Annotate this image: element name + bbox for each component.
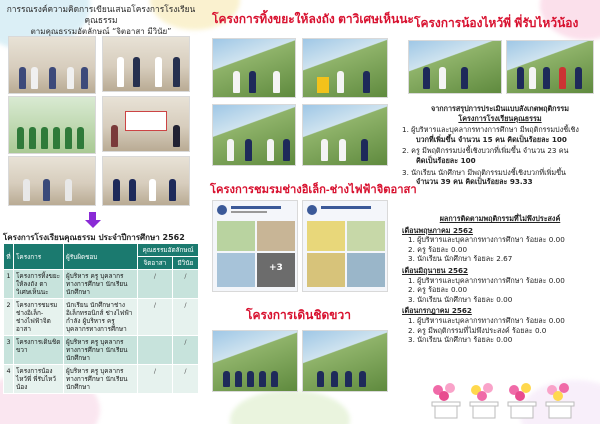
summary-section (402, 104, 598, 187)
photo-students-2 (102, 156, 190, 206)
cell-volunteer (138, 336, 173, 365)
cell-volunteer: / (138, 299, 173, 336)
th-owner: ผู้รับผิดชอบ (64, 244, 138, 270)
cell-discipline: / (172, 299, 198, 336)
photo-walk-1 (212, 330, 298, 392)
th-virtue-volunteer: จิตอาสา (138, 257, 173, 270)
photo-trash-3 (212, 104, 296, 166)
th-no: ที่ (4, 244, 14, 270)
cell-no: 2 (4, 299, 14, 336)
photo-trash-1 (212, 38, 296, 98)
month-item: 2. ครู มีพฤติกรรมที่ไม่พึงประสงค์ ร้อยละ 0.0 (408, 325, 547, 335)
decor-wash (230, 390, 350, 424)
title-electric-club: โครงการชมรมช่างอิเล็ก-ช่างไฟฟ้าจิตอาสา (210, 184, 417, 196)
month-item: 3. นักเรียน นักศึกษา ร้อยละ 2.67 (408, 254, 513, 264)
cell-volunteer: / (138, 270, 173, 299)
month-label: เดือนมิถุนายน 2562 (402, 265, 469, 275)
summary-item-detail: จำนวน 39 คน คิดเป็นร้อยละ 93.33 (416, 177, 533, 187)
heading-line-2: ตามคุณธรรมอัตลักษณ์ “จิตอาสา มีวินัย” (30, 27, 172, 36)
photo-presentation (102, 96, 190, 152)
flower-pot-icon (504, 380, 540, 420)
summary-item-detail: บวกที่เพิ่มขึ้น จำนวน 15 คน คิดเป็นร้อยละ 100 (416, 134, 567, 144)
cell-volunteer: / (138, 365, 173, 394)
photo-trash-4 (302, 104, 388, 166)
month-item: 2. ครู ร้อยละ 0.00 (408, 244, 468, 254)
month-item: 3. นักเรียน นักศึกษา ร้อยละ 0.00 (408, 294, 513, 304)
photo-classroom-2 (8, 156, 96, 206)
table-row (4, 365, 199, 394)
title-trash-project: โครงการทิ้งขยะให้ลงถัง ตาวิเศษเห็นนะ (212, 12, 414, 26)
cell-no: 1 (4, 270, 14, 299)
cell-discipline: / (172, 365, 198, 394)
results-title: ผลการติดตามพฤติกรรมที่ไม่พึงประสงค์ (439, 214, 561, 223)
cell-project: โครงการชมรมช่างอิเล็ก-ช่างไฟฟ้าจิตอาสา (14, 299, 64, 336)
cell-project: โครงการทิ้งขยะให้ลงถัง ตาวิเศษเห็นนะ (14, 270, 64, 299)
th-virtue: คุณธรรมอัตลักษณ์ (138, 244, 199, 257)
photo-walk-2 (302, 330, 388, 392)
photo-trash-2 (302, 38, 388, 98)
month-label: เดือนกรกฎาคม 2562 (402, 306, 472, 316)
cell-owner: นักเรียน นักศึกษาช่างอิเล็กทรอนิกส์ ช่างไฟฟ้ากำลัง ผู้บริหาร ครูบุคลากรทางการศึกษา (64, 299, 138, 336)
flower-pot-icon (542, 380, 578, 420)
summary-subtitle: โครงการโรงเรียนคุณธรรม (458, 113, 542, 123)
th-project: โครงการ (14, 244, 64, 270)
summary-item: 3. นักเรียน นักศึกษา มีพฤติกรรมบ่งชี้เชิงบวกที่เพิ่มขึ้น (402, 167, 566, 177)
cell-no: 4 (4, 365, 14, 394)
cell-project: โครงการน้องไหว้พี่ พี่รับไหว้น้อง (14, 365, 64, 394)
table-row (4, 336, 199, 365)
cell-owner: ผู้บริหาร ครู บุคลากรทางการศึกษา นักเรียนนักศึกษา (64, 336, 138, 365)
table-row (4, 270, 199, 299)
photo-facebook-post (212, 200, 298, 292)
flower-pot-icon (428, 380, 464, 420)
cell-no: 3 (4, 336, 14, 365)
cell-discipline: / (172, 336, 198, 365)
summary-item: 2. ครู มีพฤติกรรมบ่งชี้เชิงบวกที่เพิ่มขึ้น จำนวน 23 คน (402, 146, 569, 156)
photo-facebook-post-2 (302, 200, 388, 292)
photo-meeting-1 (102, 36, 190, 92)
panel-left-heading (2, 4, 200, 37)
table-row (4, 299, 199, 336)
photo-respect-2 (506, 40, 594, 94)
more-photos-badge: +3 (269, 263, 283, 273)
photo-respect-1 (408, 40, 502, 94)
heading-line-1: การรณรงค์ความคิดการเขียนเสนอโครงการโรงเรียนคุณธรรม (6, 4, 196, 25)
cell-owner: ผู้บริหาร ครู บุคลากรทางการศึกษา นักเรียนนักศึกษา (64, 365, 138, 394)
month-item: 1. ผู้บริหารและบุคลากรทางการศึกษา ร้อยละ 0.00 (408, 235, 565, 245)
cell-discipline: / (172, 270, 198, 299)
month-label: เดือนพฤษภาคม 2562 (402, 225, 474, 235)
flower-pot-icon (466, 380, 502, 420)
title-walk-right: โครงการเดินชิดขวา (246, 308, 351, 322)
title-respect-project: โครงการน้องไหว้พี่ พี่รับไหว้น้อง (414, 16, 579, 30)
th-virtue-discipline: มีวินัย (172, 257, 198, 270)
summary-title: จากการสรุปการประเมินแบบสังเกตพฤติกรรม (431, 104, 569, 113)
photo-classroom-1 (8, 36, 96, 94)
month-item: 1. ผู้บริหารและบุคลากรทางการศึกษา ร้อยละ 0.00 (408, 275, 565, 285)
results-section (402, 214, 598, 345)
photo-students-1 (8, 96, 96, 154)
month-item: 2. ครู ร้อยละ 0.00 (408, 285, 468, 295)
project-table (3, 243, 199, 394)
month-item: 3. นักเรียน นักศึกษา ร้อยละ 0.00 (408, 335, 513, 345)
month-item: 1. ผู้บริหารและบุคลากรทางการศึกษา ร้อยละ 0.00 (408, 315, 565, 325)
summary-item: 1. ผู้บริหารและบุคลากรทางการศึกษา มีพฤติกรรมบ่งชี้เชิง (402, 125, 579, 135)
cell-owner: ผู้บริหาร ครู บุคลากรทางการศึกษา นักเรียน นักศึกษา (64, 270, 138, 299)
table-caption: โครงการโรงเรียนคุณธรรม ประจำปีการศึกษา 2562 (3, 233, 185, 242)
cell-project: โครงการเดินชิดขวา (14, 336, 64, 365)
summary-item-detail: คิดเป็นร้อยละ 100 (416, 155, 476, 165)
